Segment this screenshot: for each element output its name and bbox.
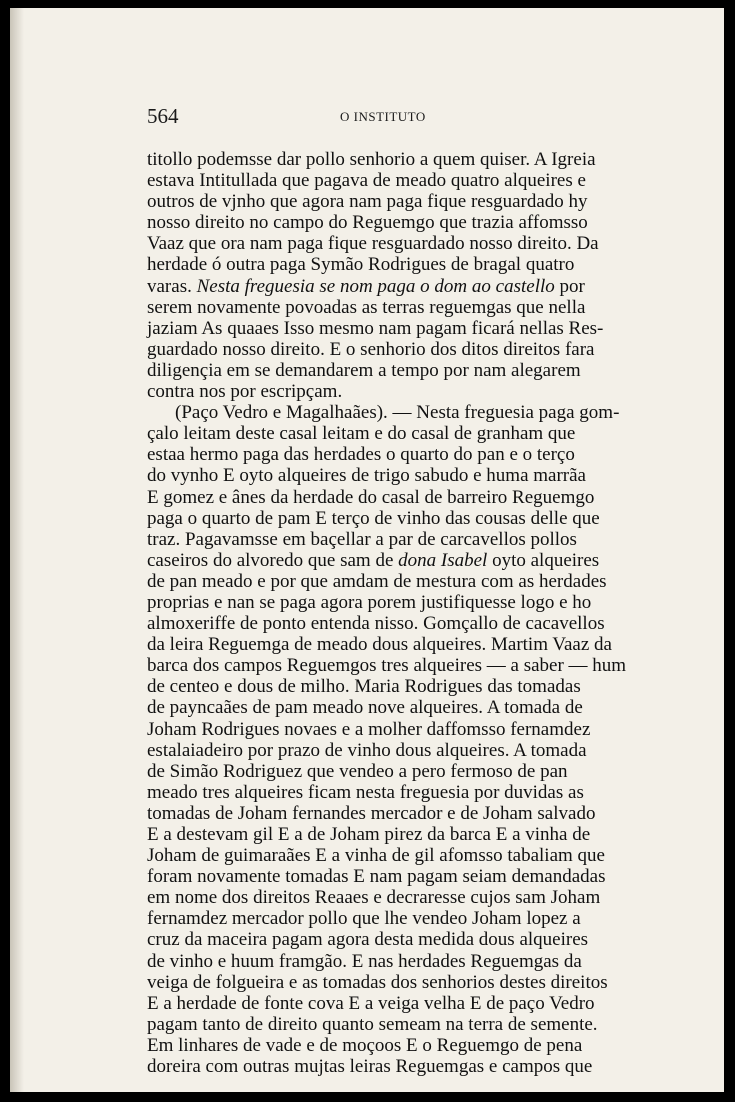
text-run: nosso direito no campo do Reguemgo que trazia affomsso xyxy=(147,212,588,234)
text-run: por xyxy=(559,275,585,297)
text-run: serem novamente povoadas as terras reguemgas que nella xyxy=(147,296,586,318)
text-run: titollo podemsse dar pollo senhorio a quem quiser. A Igreia xyxy=(147,149,596,170)
text-run: outros de vjnho que agora nam paga fique resguardado hy xyxy=(147,191,588,213)
text-run: almoxeriffe de ponto entenda nisso. Gomçallo de cacavellos xyxy=(147,613,605,635)
text-line xyxy=(147,571,629,592)
text-line xyxy=(147,170,629,191)
text-line xyxy=(147,803,629,824)
book-page xyxy=(10,8,724,1092)
text-line xyxy=(147,297,629,318)
text-line xyxy=(147,866,629,887)
text-run: barca dos campos Reguemgos tres alqueires — a saber — hum xyxy=(147,655,627,677)
text-line xyxy=(147,149,629,170)
text-run: paga o quarto de pam E terço de vinho das cousas delle que xyxy=(147,507,600,529)
body-text xyxy=(147,149,629,1077)
page-fold-shadow xyxy=(10,8,24,1092)
text-run: proprias e nan se paga agora porem justifiquesse logo e ho xyxy=(147,591,592,613)
text-run: estava Intitullada que pagava de meado quatro alqueires e xyxy=(147,170,586,192)
text-run: da leira Reguemga de meado dous alqueires. Martim Vaaz da xyxy=(147,634,612,656)
text-run: çalo leitam deste casal leitam e do casal de granham que xyxy=(147,423,576,445)
text-run: de centeo e dous de milho. Maria Rodrigues das tomadas xyxy=(147,676,581,698)
text-run: de vinho e huum framgão. E nas herdades Reguemgas da xyxy=(147,950,582,972)
text-run: de payncaães de pam meado nove alqueires. A tomada de xyxy=(147,697,583,719)
text-line xyxy=(147,1014,629,1035)
text-line xyxy=(147,676,629,697)
text-line xyxy=(147,887,629,908)
text-line xyxy=(147,444,629,465)
text-run: Joham de guimaraães E a vinha de gil afomsso tabaliam que xyxy=(147,845,605,867)
text-line xyxy=(147,697,629,718)
text-line xyxy=(147,381,629,402)
text-line xyxy=(147,993,629,1014)
text-line xyxy=(147,318,629,339)
text-line xyxy=(147,487,629,508)
text-run: caseiros do alvoredo que sam de xyxy=(147,549,394,571)
text-run: Joham Rodrigues novaes e a molher daffomsso fernamdez xyxy=(147,718,591,740)
text-line xyxy=(147,339,629,360)
text-run: em nome dos direitos Reaaes e decraresse cujos sam Joham xyxy=(147,887,601,909)
italic-phrase: dona Isabel xyxy=(398,549,488,571)
text-run: oyto alqueires xyxy=(492,549,600,571)
page-number: 564 xyxy=(147,104,179,128)
text-line xyxy=(147,824,629,845)
text-run: jaziam As quaaes Isso mesmo nam pagam ficará nellas Res- xyxy=(147,317,604,339)
text-line xyxy=(147,655,629,676)
text-run: veiga de folgueira e as tomadas dos senhorios destes direitos xyxy=(147,971,608,993)
text-run: de Simão Rodriguez que vendeo a pero fermoso de pan xyxy=(147,760,568,782)
text-run: (Paço Vedro e Magalhaães). — Nesta freguesia paga gom- xyxy=(175,402,620,424)
text-line xyxy=(147,529,629,550)
text-line xyxy=(147,254,629,275)
text-run: Em linhares de vade e de moçoos E o Reguemgo de pena xyxy=(147,1034,583,1056)
text-run: varas. xyxy=(147,275,192,297)
text-line xyxy=(147,423,629,444)
text-line xyxy=(147,845,629,866)
text-line xyxy=(147,508,629,529)
text-run: E a destevam gil E a de Joham pirez da barca E a vinha de xyxy=(147,824,591,845)
text-run: guardado nosso direito. E o senhorio dos ditos direitos fara xyxy=(147,338,595,360)
text-run: fernamdez mercador pollo que lhe vendeo Joham lopez a xyxy=(147,908,581,930)
text-run: herdade ó outra paga Symão Rodrigues de bragal quatro xyxy=(147,254,575,276)
text-run: cruz da maceira pagam agora desta medida dous alqueires xyxy=(147,929,589,951)
text-line xyxy=(147,613,629,634)
text-line xyxy=(147,634,629,655)
text-line xyxy=(147,972,629,993)
running-title: O INSTITUTO xyxy=(340,109,426,124)
text-line xyxy=(147,212,629,233)
text-line xyxy=(147,191,629,212)
text-run: Vaaz que ora nam paga fique resguardado nosso direito. Da xyxy=(147,233,599,255)
text-run: estalaiadeiro por prazo de vinho dous alqueires. A tomada xyxy=(147,739,587,761)
text-line xyxy=(147,233,629,254)
text-line xyxy=(147,1035,629,1056)
text-line xyxy=(147,276,629,297)
text-run: E a herdade de fonte cova E a veiga velha E de paço Vedro xyxy=(147,992,595,1014)
text-line xyxy=(147,929,629,950)
text-run: traz. Pagavamsse em baçellar a par de carcavellos pollos xyxy=(147,528,577,550)
text-line xyxy=(147,951,629,972)
text-line xyxy=(147,465,629,486)
text-line xyxy=(147,360,629,381)
text-line xyxy=(147,1056,629,1077)
text-run: pagam tanto de direito quanto semeam na terra de semente. xyxy=(147,1013,598,1035)
text-line xyxy=(147,908,629,929)
text-line xyxy=(147,782,629,803)
text-run: foram novamente tomadas E nam pagam seiam demandadas xyxy=(147,866,606,888)
text-line xyxy=(147,761,629,782)
text-run: E gomez e ânes da herdade do casal de barreiro Reguemgo xyxy=(147,486,595,508)
text-line xyxy=(147,740,629,761)
text-run: estaa hermo paga das herdades o quarto do pan e o terço xyxy=(147,444,575,466)
text-line xyxy=(147,402,629,423)
text-run: diligençia em se demandarem a tempo por nam alegarem xyxy=(147,359,581,381)
italic-phrase: Nesta freguesia se nom paga o dom ao castello xyxy=(196,275,555,297)
text-line xyxy=(147,592,629,613)
text-run: doreira com outras mujtas leiras Reguemgas e campos que xyxy=(147,1056,593,1078)
text-line xyxy=(147,550,629,571)
text-run: tomadas de Joham fernandes mercador e de Joham salvado xyxy=(147,802,596,824)
text-run: de pan meado e por que amdam de mestura com as herdades xyxy=(147,570,607,592)
text-line xyxy=(147,719,629,740)
text-run: meado tres alqueires ficam nesta freguesia por duvidas as xyxy=(147,781,584,803)
text-run: do vynho E oyto alqueires de trigo sabudo e huma marrãa xyxy=(147,465,586,487)
page-header xyxy=(10,104,724,134)
text-run: contra nos por escripçam. xyxy=(147,381,343,403)
